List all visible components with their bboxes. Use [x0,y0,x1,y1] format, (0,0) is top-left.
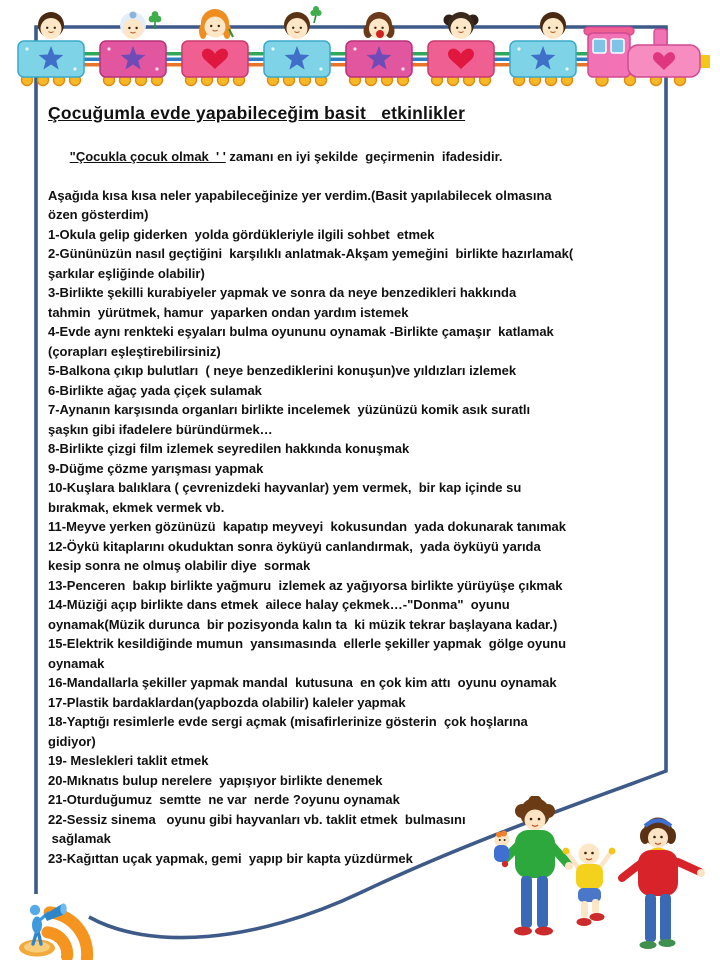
text-line: 19- Meslekleri taklit etmek [48,753,209,768]
subtitle-underlined-text: "Çocukla çocuk olmak ' ' [69,148,226,164]
text-line: 15-Elektrik kesildiğinde mumun yansımasında ellerle şekiller yapmak gölge oyunu [48,636,567,651]
text-line: şarkılar eşliğinde olabilir) [48,265,205,281]
text-line: özen gösterdim) [48,207,149,222]
text-line: 2-Gününüzün nasıl geçtiğini karşılıklı anlatmak-Akşam yemeğini birlikte hazırlamak( [48,246,574,261]
text-line: (çorapları eşleştirebilirsiniz) [48,343,221,359]
text-line: 1-Okula gelip giderken yolda gördükleriyle ilgili sohbet etmek [48,226,435,242]
text-line: 10-Kuşlara balıklara ( çevrenizdeki hayvanlar) yem vermek, bir kap içinde su [48,480,522,495]
text-line: sağlamak [48,831,111,846]
text-line: 14-Müziği açıp birlikte dans etmek ailece halay çekmek…-"Donma" oyunu [48,597,510,612]
mother-figure [622,818,705,950]
text-line: 17-Plastik bardaklardan(yapbozda olabilir) kaleler yapmak [48,694,406,710]
text-line: 12-Öykü kitaplarını okuduktan sonra öyküyü canlandırmak, yada öyküyü yarıda [48,538,541,554]
text-line: şaşkın gibi ifadelere büründürmek… [48,421,273,437]
text-line: 4-Evde aynı renkteki eşyaları bulma oyununu oynamak -Birlikte çamaşır katlamak [48,324,554,339]
text-line: 3-Birlikte şekilli kurabiyeler yapmak ve sonra da neye benzedikleri hakkında [48,285,517,300]
text-line: 21-Oturduğumuz semtte ne var nerde ?oyunu oynamak [48,792,400,807]
text-line: 18-Yaptığı resimlerle evde sergi açmak (misafirlerinize gösterin çok hoşlarına [48,714,528,729]
text-line: 7-Aynanın karşısında organları birlikte incelemek yüzünüzü komik asık suratlı [48,402,531,417]
text-line: 20-Mıknatıs bulup nerelere yapışıyor birlikte denemek [48,772,383,788]
child-figure [563,844,616,927]
text-line: 23-Kağıttan uçak yapmak, gemi yapıp bir kapta yüzdürmek [48,850,413,866]
father-figure [494,796,573,936]
page-title: Çocuğumla evde yapabileceğim basit etkinlikler [48,103,466,123]
text-line: Aşağıda kısa kısa neler yapabileceğinize yer verdim.(Basit yapılabilecek olmasına [48,187,552,203]
train-children-icons [38,6,566,39]
text-line: 6-Birlikte ağaç yada çiçek sulamak [48,382,262,398]
text-line: kesip sonra ne olmuş olabilir diye sormak [48,558,311,573]
document-body [48,103,670,868]
text-line: gidiyor) [48,733,96,749]
text-line: 16-Mandallarla şekiller yapmak mandal kutusuna en çok kim attı oyunu oynamak [48,675,557,690]
text-line: 22-Sessiz sinema oyunu gibi hayvanları vb. taklit etmek bulmasını [48,811,466,827]
subtitle-rest-text: zamanı en iyi şekilde geçirmenin ifadesidir. [225,148,503,164]
text-line: 8-Birlikte çizgi film izlemek seyredilen hakkında konuşmak [48,441,410,456]
text-line: oynamak(Müzik durunca bir pozisyonda kalın ta ki müzik tekrar başlayana kadar.) [48,616,558,632]
text-line: bırakmak, ekmek vermek vb. [48,499,225,515]
text-line: 13-Penceren bakıp birlikte yağmuru izlemek az yağıyorsa birlikte yürüyüşe çıkmak [48,577,563,593]
text-line: 11-Meyve yerken gözünüzü kapatıp meyveyi kokusundan yada dokunarak tanımak [48,519,567,534]
train-with-children-icon [8,3,710,91]
subtitle-line [48,127,670,186]
text-line: 9-Düğme çözme yarışması yapmak [48,460,264,476]
text-line: tahmin yürütmek, hamur yaparken ondan yardım istemek [48,304,409,320]
train-car-icons [18,41,576,77]
train-locomotive-icon [584,27,710,77]
rss-megaphone-icon [14,886,110,960]
text-line: oynamak [48,655,105,671]
text-line: 5-Balkona çıkıp bulutları ( neye benzediklerini konuşun)ve yıldızları izlemek [48,363,517,378]
family-walking-icon [458,796,716,958]
body-lines [48,186,670,869]
